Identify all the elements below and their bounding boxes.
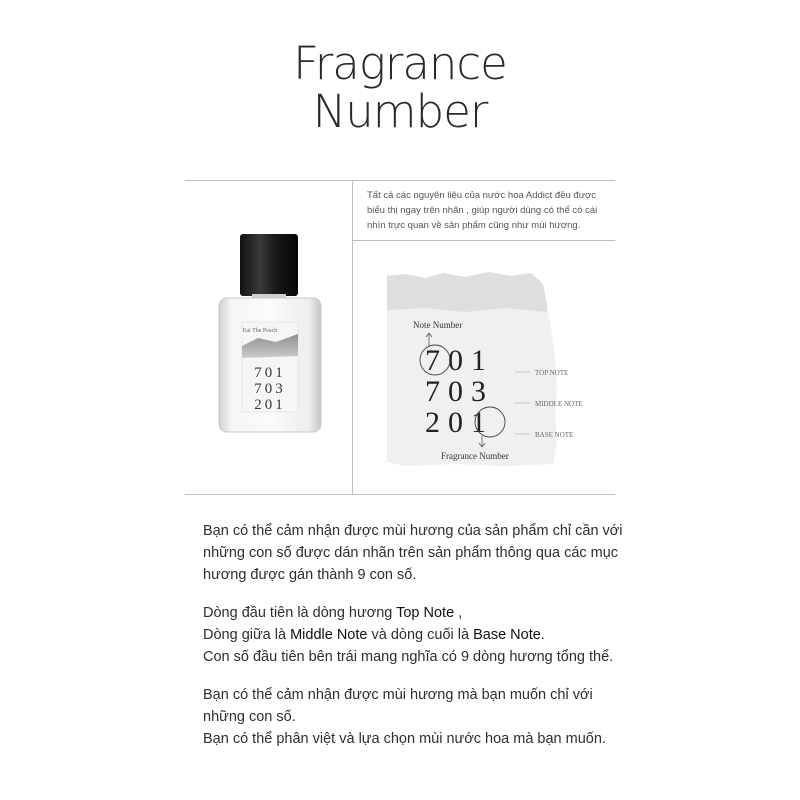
title-line-1: Fragrance	[293, 37, 507, 90]
caption-text	[367, 188, 642, 233]
top-note-keyword: Top Note	[396, 605, 455, 621]
middle-note-keyword: Middle Note	[290, 627, 368, 643]
text-line	[203, 624, 623, 646]
paragraph-3	[203, 684, 623, 750]
paper-texture	[387, 272, 547, 312]
label-number-3: 201	[254, 397, 286, 413]
text-line	[203, 602, 623, 624]
text-line: những con số được dán nhãn trên sản phẩm thông qua các mục	[203, 545, 619, 561]
base-note-keyword: Base Note	[473, 627, 541, 643]
perfume-bottle-image	[218, 234, 322, 434]
text-line: hương được gán thành 9 con số.	[203, 567, 417, 583]
label-name: Eat The Peach	[242, 328, 278, 334]
text-segment: .	[540, 627, 545, 643]
top-note-label: TOP NOTE	[535, 369, 569, 377]
description	[203, 520, 623, 766]
caption-line: nhìn trực quan về sản phẩm cũng như mùi hương.	[367, 220, 581, 231]
fragrance-number-diagram	[385, 270, 585, 470]
fragrance-number-label: Fragrance Number	[441, 451, 509, 461]
label-number-1: 701	[254, 365, 286, 381]
diagram-number-1: 701	[425, 344, 494, 377]
bottom-rule	[185, 494, 615, 495]
base-note-label: BASE NOTE	[535, 431, 574, 439]
middle-note-label: MIDDLE NOTE	[535, 400, 583, 408]
text-line: những con số.	[203, 709, 296, 725]
diagram-number-3: 201	[425, 406, 494, 439]
text-segment: Dòng giữa là	[203, 627, 291, 643]
text-segment: Dòng đầu tiên là dòng hương	[203, 605, 397, 621]
text-line: Bạn có thể cảm nhận được mùi hương của sản phẩm chỉ cần với	[203, 523, 623, 539]
diagram-number-2: 703	[425, 375, 494, 408]
text-segment: và dòng cuối là	[367, 627, 474, 643]
title-line-2: Number	[312, 85, 488, 138]
paragraph-2	[203, 602, 623, 668]
note-number-label: Note Number	[413, 320, 463, 330]
text-line: Bạn có thể phân việt và lựa chọn mùi nước hoa mà bạn muốn.	[203, 731, 606, 747]
paragraph-1	[203, 520, 623, 586]
middle-rule	[352, 240, 615, 241]
text-line: Con số đầu tiên bên trái mang nghĩa có 9 dòng hương tổng thể.	[203, 649, 614, 665]
label-number-2: 703	[254, 381, 286, 397]
bottle-cap	[240, 234, 298, 296]
top-rule	[185, 180, 615, 181]
page-title	[0, 37, 800, 138]
text-segment: ,	[454, 605, 463, 621]
caption-line: Tất cả các nguyên liệu của nước hoa Addict đều được	[367, 190, 597, 201]
text-line: Bạn có thể cảm nhận được mùi hương mà bạn muốn chỉ với	[203, 687, 593, 703]
caption-line: biểu thị ngay trên nhãn , giúp người dùng có thể có cái	[367, 205, 598, 216]
column-divider	[352, 180, 353, 495]
